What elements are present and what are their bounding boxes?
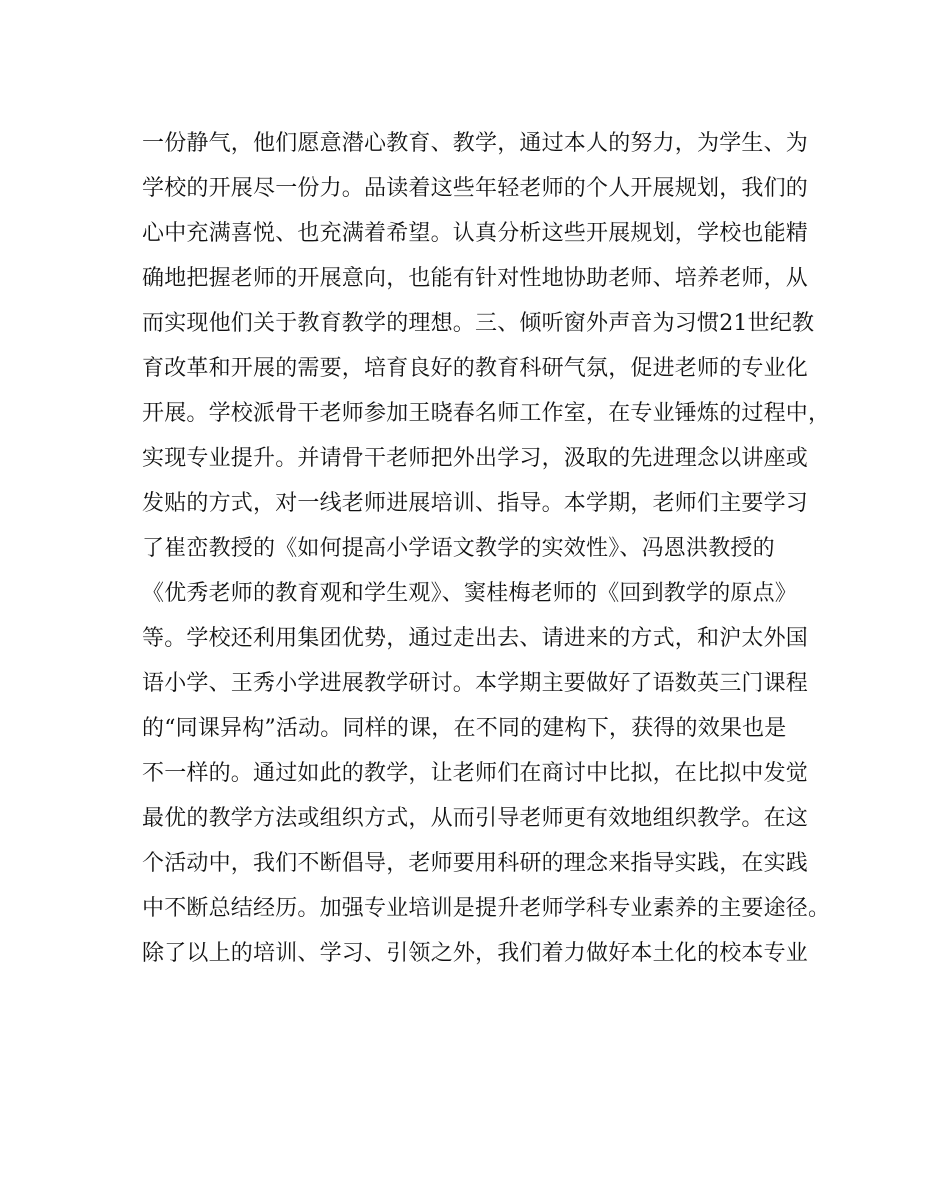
text-line: 语小学、王秀小学进展教学研讨。本学期主要做好了语数英三门课程 [142,671,809,696]
text-line: 实现专业提升。并请骨干老师把外出学习，汲取的先进理念以讲座或 [142,446,809,471]
text-line: 而实现他们关于教育教学的理想。三、倾听窗外声音为习惯21世纪教 [142,311,815,336]
text-line: 《优秀老师的教育观和学生观》、窦桂梅老师的《回到教学的原点》 [142,581,798,606]
text-line: 开展。学校派骨干老师参加王晓春名师工作室，在专业锤炼的过程中， [142,401,831,426]
text-line: 不一样的。通过如此的教学，让老师们在商讨中比拟，在比拟中发觉 [142,761,809,786]
text-line: 心中充满喜悦、也充满着希望。认真分析这些开展规划，学校也能精 [142,221,809,246]
text-line: 个活动中，我们不断倡导，老师要用科研的理念来指导实践，在实践 [142,851,809,876]
text-line: 等。学校还利用集团优势，通过走出去、请进来的方式，和沪太外国 [142,626,809,651]
body-text [142,126,842,981]
text-line: 一份静气，他们愿意潜心教育、教学，通过本人的努力，为学生、为 [142,131,809,156]
text-line: 中不断总结经历。加强专业培训是提升老师学科专业素养的主要途径。 [142,896,831,921]
text-line: 育改革和开展的需要，培育良好的教育科研气氛，促进老师的专业化 [142,356,809,381]
text-line: 确地把握老师的开展意向，也能有针对性地协助老师、培养老师，从 [142,266,809,291]
text-line: 最优的教学方法或组织方式，从而引导老师更有效地组织教学。在这 [142,806,809,831]
text-line: 了崔峦教授的《如何提高小学语文教学的实效性》、冯恩洪教授的 [142,536,775,561]
text-line: 的“同课异构”活动。同样的课，在不同的建构下，获得的效果也是 [142,716,787,741]
text-line: 学校的开展尽一份力。品读着这些年轻老师的个人开展规划，我们的 [142,176,809,201]
text-line: 发贴的方式，对一线老师进展培训、指导。本学期，老师们主要学习 [142,491,809,516]
text-line: 除了以上的培训、学习、引领之外，我们着力做好本土化的校本专业 [142,941,809,966]
